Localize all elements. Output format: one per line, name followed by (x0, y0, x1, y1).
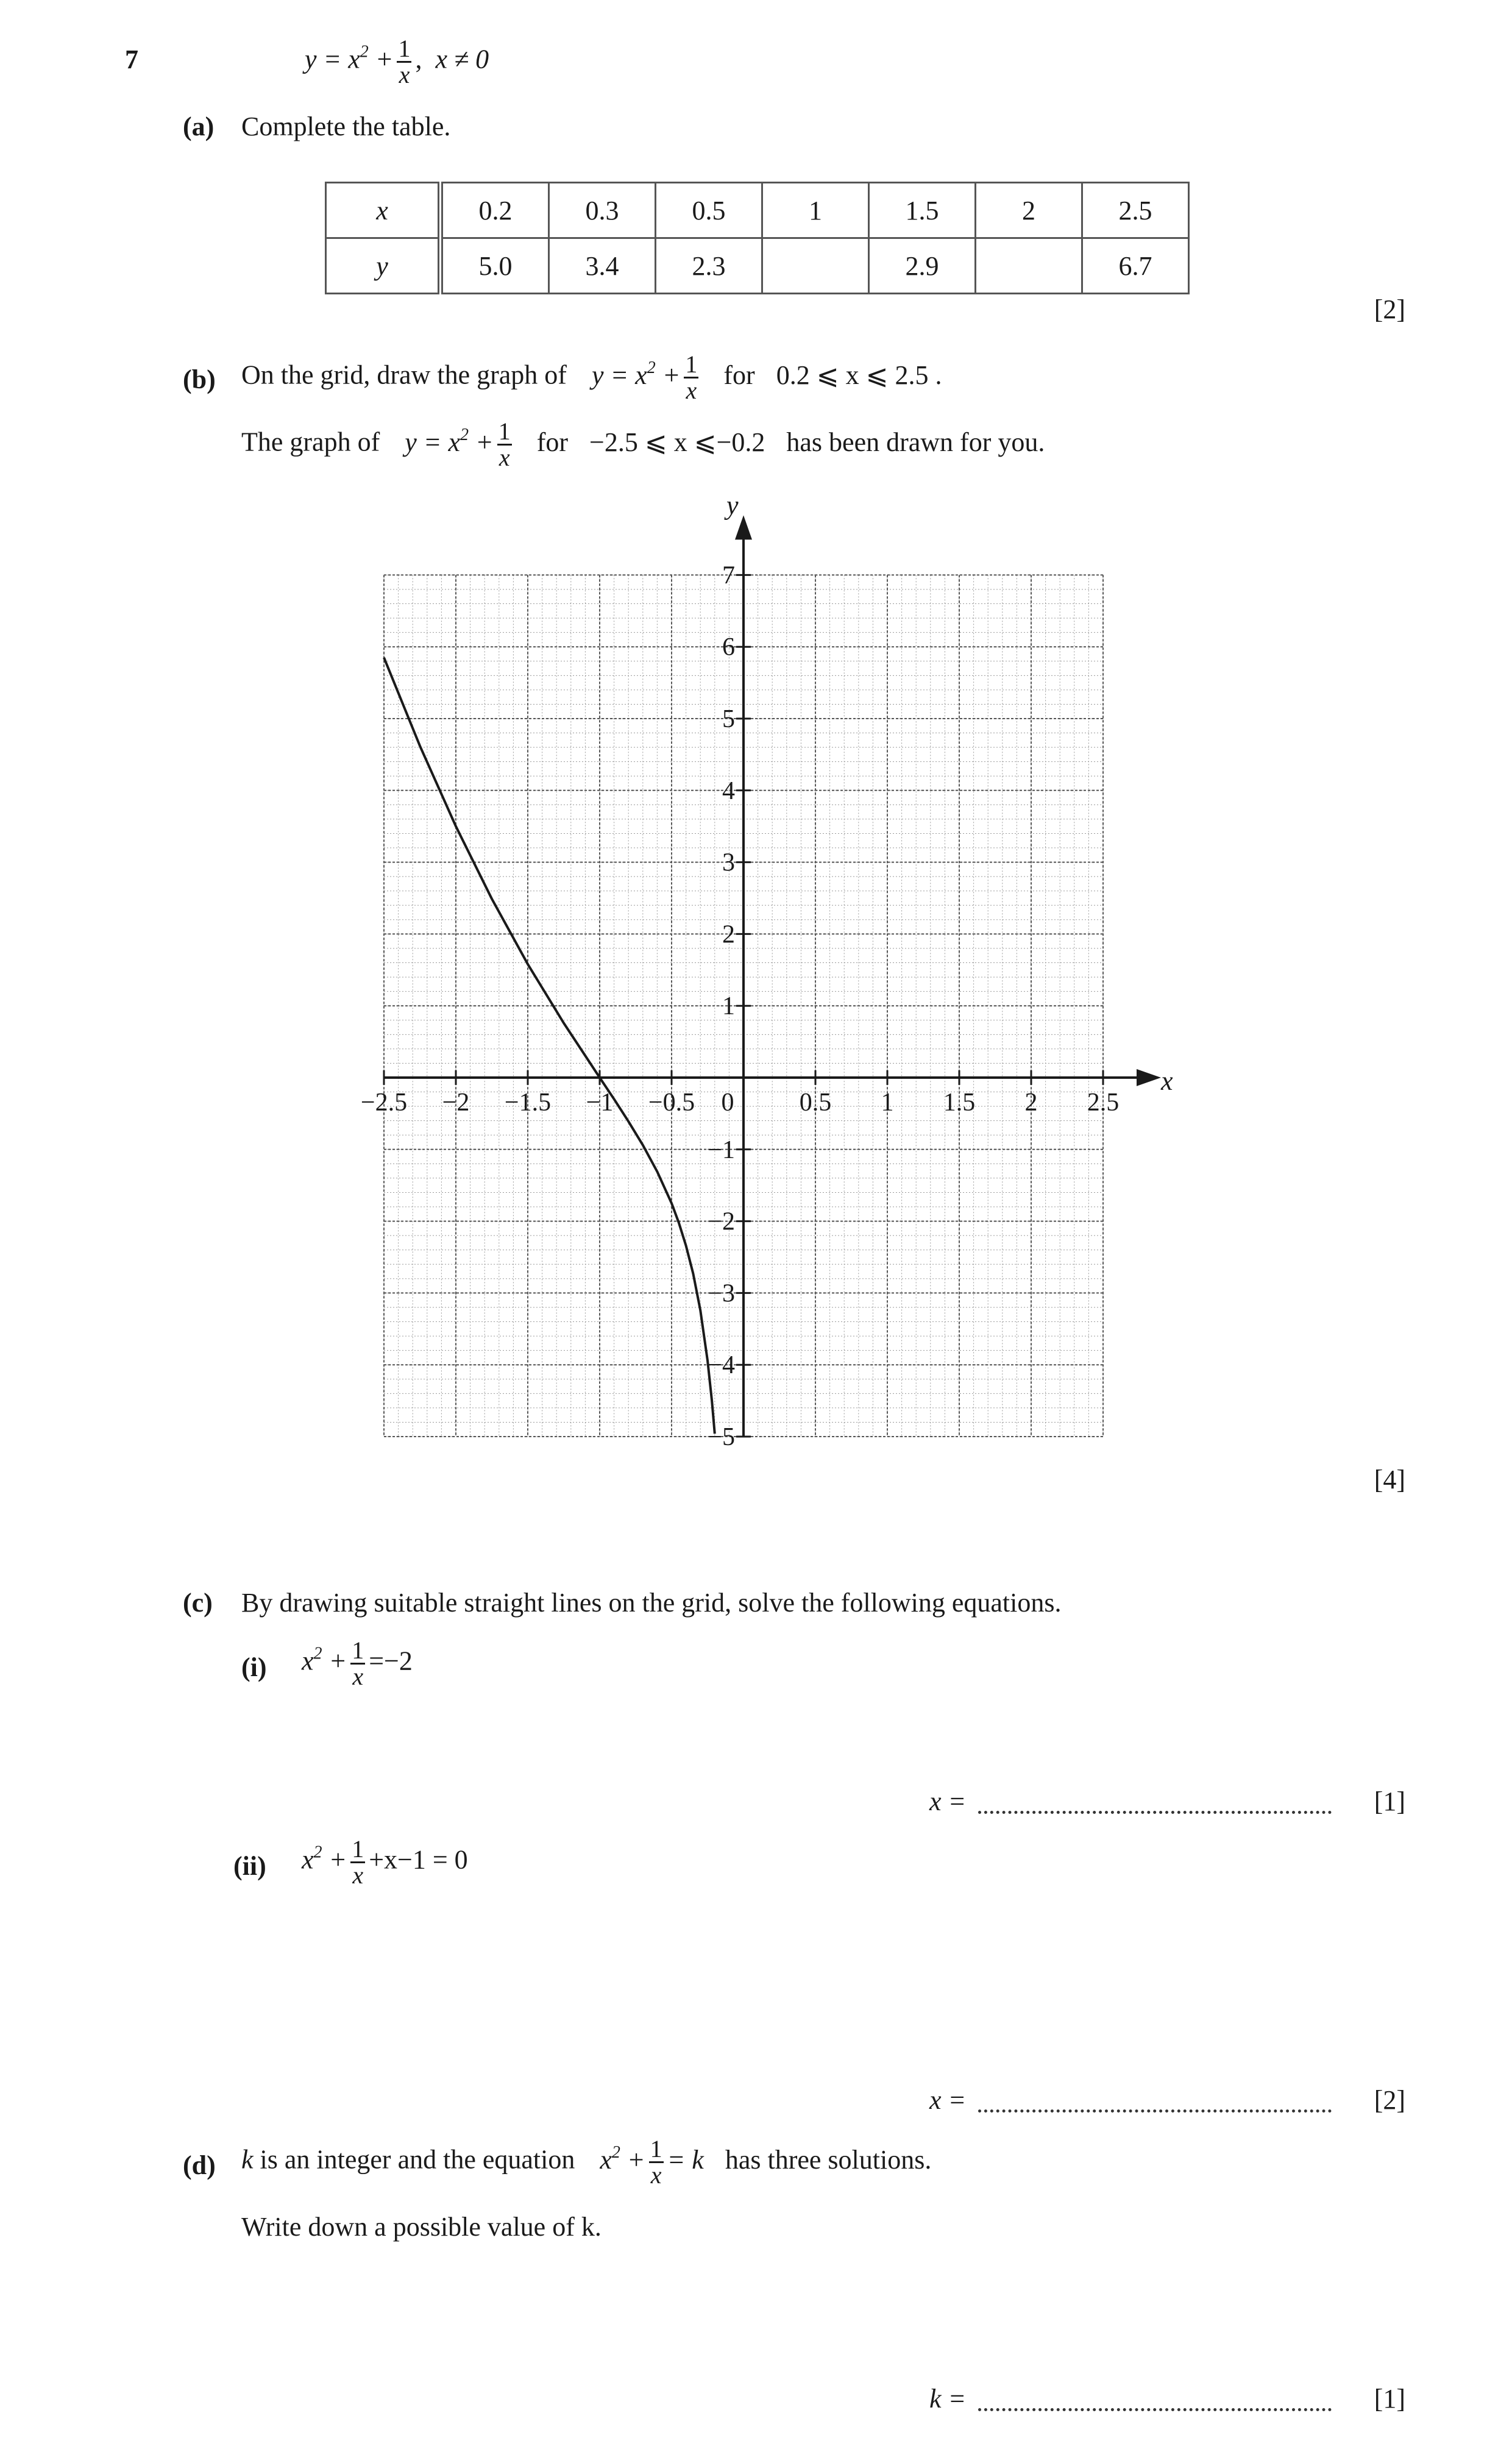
answer-label: x = (929, 1786, 967, 1816)
y-tick-label: −1 (708, 1135, 735, 1164)
part-b-line2-range: −2.5 ⩽ x ⩽−0.2 (589, 427, 765, 457)
part-a-text: Complete the table. (241, 112, 451, 141)
part-b-line1-for: for (723, 360, 755, 390)
part-c-i-answer[interactable] (929, 1786, 1332, 1817)
table-cell: 2.3 (656, 238, 762, 294)
curve-series (384, 658, 715, 1434)
part-b-line1-text: On the grid, draw the graph of (241, 360, 567, 390)
part-b-line1: On the grid, draw the graph of $y = x^2$ + $\frac{1}{x}$ for 0.2 ⩽ x ⩽ 2.5 . (241, 350, 942, 404)
part-c-ii-marks: [2] (1374, 2085, 1405, 2115)
function-condition: x ≠ 0 (435, 44, 489, 74)
table-cell: 3.4 (549, 238, 656, 294)
y-axis-label: y (726, 490, 739, 521)
table-cell: 1.5 (869, 183, 976, 238)
answer-line[interactable] (978, 2408, 1332, 2411)
part-c-ii-label: (ii) (233, 1851, 266, 1881)
x-tick-label: −1.5 (504, 1089, 552, 1117)
part-c-i-marks: [1] (1374, 1786, 1405, 1816)
table-header-x: x (326, 183, 441, 238)
part-d-answer[interactable] (929, 2383, 1332, 2414)
curves (384, 658, 715, 1434)
x-axis-label: x (1161, 1066, 1173, 1096)
x-tick-label: −1 (586, 1089, 614, 1117)
part-b-line2-for: for (536, 427, 569, 457)
table-cell: 0.3 (549, 183, 656, 238)
part-d-var: k (241, 2144, 254, 2175)
table-cell: 1 (762, 183, 869, 238)
table-cell: 2.9 (869, 238, 976, 294)
y-tick-label: 1 (722, 992, 735, 1021)
x-tick-label: 1 (881, 1089, 894, 1117)
part-d-line2: Write down a possible value of k. (241, 2212, 602, 2242)
x-tick-label: 0.5 (799, 1089, 832, 1117)
y-tick-label: 6 (722, 633, 735, 662)
function-definition: $y = x^2$ + $\frac{1}{x}$ , x ≠ 0 (305, 35, 489, 88)
part-d-label: (d) (183, 2150, 216, 2180)
x-tick-label: 1.5 (943, 1089, 976, 1117)
part-b-label: (b) (183, 364, 216, 394)
part-c-text: By drawing suitable straight lines on the grid, solve the following equations. (241, 1588, 1062, 1618)
part-b-line2: The graph of $y = x^2$ + $\frac{1}{x}$ for −2.5 ⩽ x ⩽−0.2 has been drawn for you. (241, 418, 1045, 471)
y-tick-label: 3 (722, 848, 735, 877)
table-cell: 5.0 (441, 238, 549, 294)
part-b-marks: [4] (1374, 1465, 1405, 1494)
y-tick-label: 7 (722, 561, 735, 590)
part-b-line2-post: has been drawn for you. (786, 427, 1045, 457)
table-cell: 2 (976, 183, 1082, 238)
x-tick-label: 2.5 (1087, 1089, 1120, 1117)
table-cell: 0.2 (441, 183, 549, 238)
part-c-ii-rhs: +x−1 = 0 (369, 1844, 468, 1875)
x-tick-label: −0.5 (648, 1089, 695, 1117)
answer-label: k = (929, 2384, 967, 2414)
part-c-i-rhs: =−2 (369, 1646, 413, 1676)
y-tick-label: 5 (722, 705, 735, 733)
part-d-marks: [1] (1374, 2384, 1405, 2414)
part-c-i-equation: $x^2$ + $\frac{1}{x}$ =−2 (302, 1637, 413, 1690)
part-d-text: is an integer and the equation (260, 2144, 575, 2175)
x-tick-label: 2 (1024, 1089, 1038, 1117)
y-tick-label: −5 (708, 1423, 735, 1451)
y-tick-label: 2 (722, 920, 735, 949)
part-d-post: has three solutions. (725, 2144, 932, 2175)
table-cell: 2.5 (1082, 183, 1189, 238)
part-c-i-label: (i) (241, 1652, 267, 1682)
table-cell: 0.5 (656, 183, 762, 238)
y-tick-label: −4 (708, 1351, 735, 1380)
part-d-line1: k is an integer and the equation $x^2$ + $\frac{1}{x}$ = k has three solutions. (241, 2135, 932, 2189)
answer-line[interactable] (978, 2109, 1332, 2113)
question-number: 7 (125, 44, 138, 74)
x-tick-label: −2.5 (360, 1089, 408, 1117)
y-tick-label: −3 (708, 1279, 735, 1308)
part-a-label: (a) (183, 112, 215, 141)
part-b-line1-range: 0.2 ⩽ x ⩽ 2.5 . (776, 360, 942, 390)
part-c-ii-equation: $x^2$ + $\frac{1}{x}$ +x−1 = 0 (302, 1835, 468, 1889)
table-cell: 6.7 (1082, 238, 1189, 294)
x-tick-label: 0 (721, 1089, 734, 1117)
part-c-ii-answer[interactable] (929, 2084, 1332, 2116)
y-tick-label: −2 (708, 1207, 735, 1236)
answer-label: x = (929, 2085, 967, 2115)
answer-line[interactable] (978, 1811, 1332, 1814)
part-a-marks: [2] (1374, 294, 1405, 324)
part-b-line2-text: The graph of (241, 427, 380, 457)
y-tick-label: 4 (722, 777, 735, 805)
x-tick-label: −2 (442, 1089, 470, 1117)
x-axis-arrow (1137, 1069, 1161, 1086)
part-c-label: (c) (183, 1588, 213, 1618)
table-header-y: y (326, 238, 441, 294)
function-lhs: y (305, 44, 317, 74)
part-d-rhs: = k (667, 2144, 704, 2175)
